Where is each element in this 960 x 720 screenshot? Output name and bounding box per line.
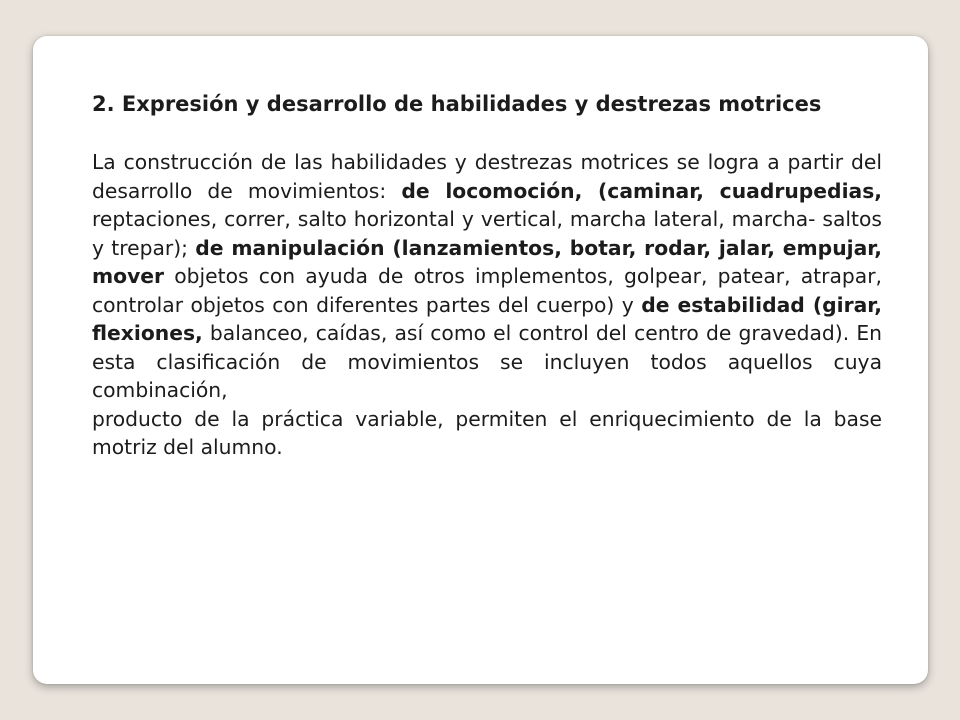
text-run: La construcción de las habilidades y destrezas motrices se logra a partir del desarrollo de movimientos: [92, 150, 882, 203]
slide-content [92, 90, 882, 462]
text-run: balanceo, caídas, así como el control del centro de gravedad). En esta clasificación de movimientos se incluyen todos aquellos cuya combinación, [92, 321, 882, 402]
text-run: producto de la práctica variable, permiten el enriquecimiento de la base motriz del alumno. [92, 406, 882, 459]
body-paragraph [92, 148, 882, 462]
text-run: reptaciones, correr, salto horizontal y vertical, marcha lateral, marcha- saltos y trepar); [92, 207, 882, 260]
text-run-bold: de manipulación (lanzamientos, botar, rodar, jalar, empujar, mover [92, 235, 882, 288]
slide-heading: 2. Expresión y desarrollo de habilidades y destrezas motrices [92, 92, 822, 116]
text-run-bold: de estabilidad (girar, flexiones, [92, 292, 882, 345]
text-run: objetos con ayuda de otros implementos, golpear, patear, atrapar, controlar objetos con diferentes partes del cuerpo) y [92, 264, 882, 317]
text-run-bold: de locomoción, (caminar, cuadrupedias, [401, 178, 882, 203]
